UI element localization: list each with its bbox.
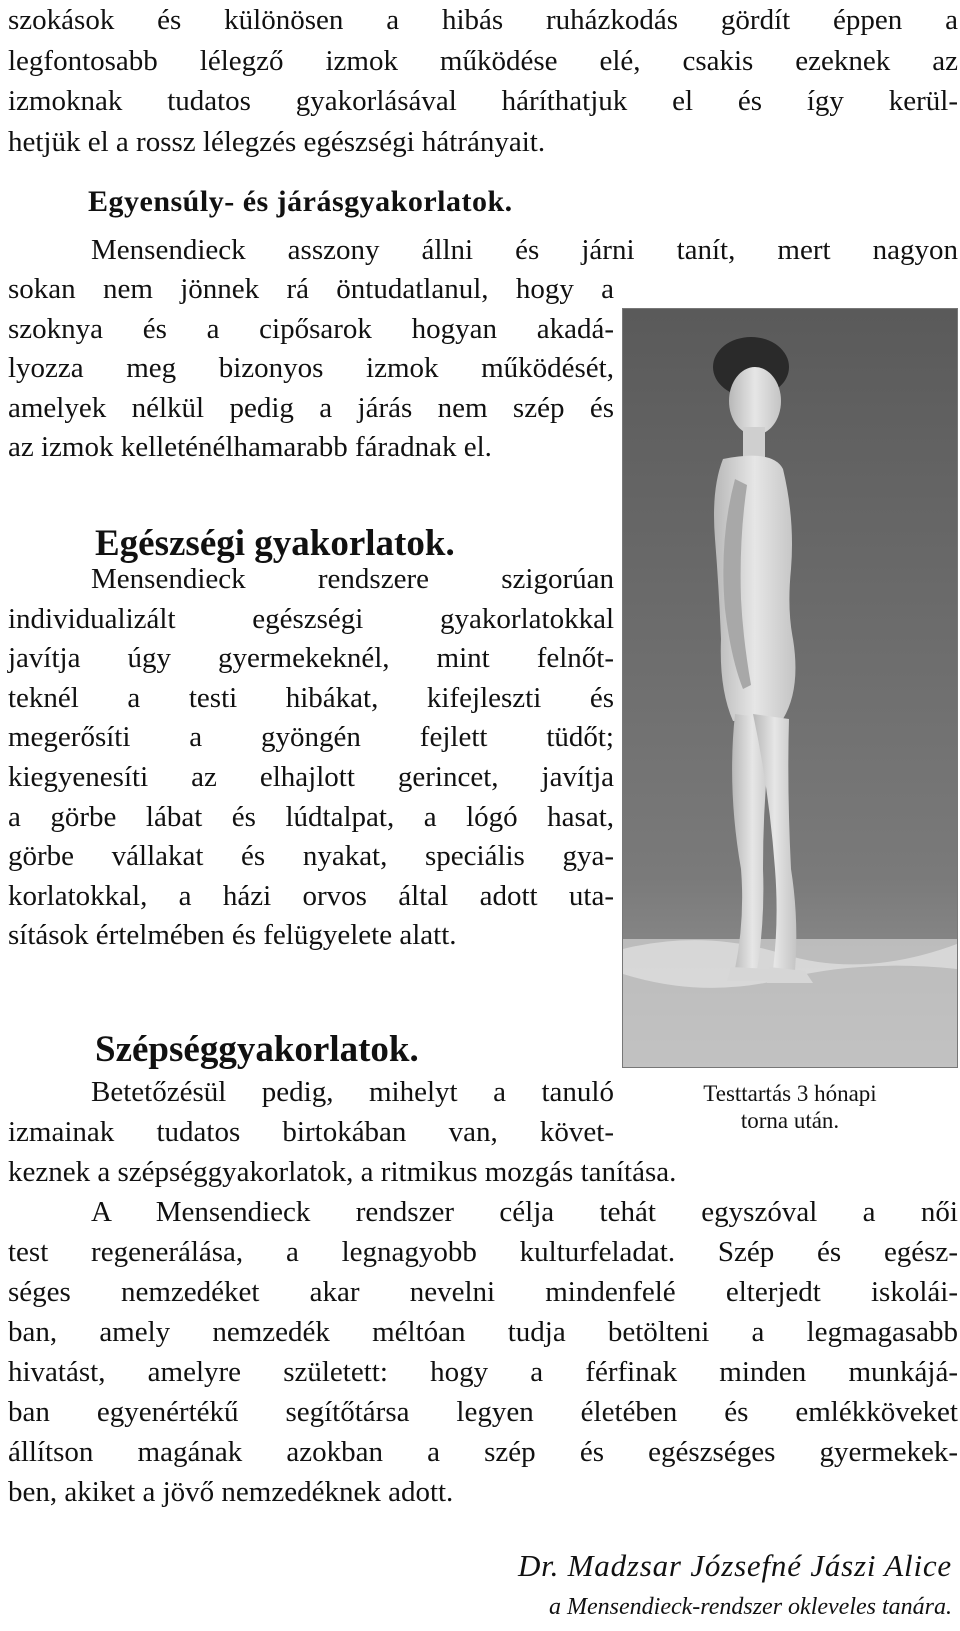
section-heading-health: Egészségi gyakorlatok. [95,523,455,564]
signature-name: Dr. Madzsar Józsefné Jászi Alice [517,1548,952,1583]
text-line: szoknya és a cipősarok hogyan akadá- [8,312,614,345]
text-line: séges nemzedéket akar nevelni mindenfelé elterjedt iskolái- [8,1276,958,1308]
intro-paragraph [8,0,958,162]
head [729,367,781,435]
text-line: Mensendieck asszony állni és járni tanít, mert nagyon [91,234,958,266]
text-line: korlatokkal, a házi orvos által adott uta- [8,879,614,912]
signature-title: a Mensendieck-rendszer okleveles tanára. [549,1594,952,1620]
text-line: izmoknak tudatos gyakorlásával háríthatjuk el és így kerül- [8,85,958,117]
section1-paragraph [8,270,614,468]
section-heading-balance: Egyensúly- és járásgyakorlatok. [88,185,513,218]
text-line: hetjük el a rossz lélegzés egészségi hátrányait. [8,125,546,158]
section3-paragraph-column [8,1072,614,1152]
text-line: hivatást, amelyre született: hogy a férfinak minden munkájá- [8,1356,958,1388]
text-line: legfontosabb lélegző izmok működése elé, csakis ezeknek az [8,44,958,77]
text-line: Betetőzésül pedig, mihelyt a tanuló [91,1076,614,1108]
section3-paragraph-full [8,1152,958,1512]
text-line: keznek a szépséggyakorlatok, a ritmikus mozgás tanítása. [8,1156,677,1188]
text-line: a görbe lábat és lúdtalpat, a lógó hasat, [8,800,614,833]
text-line: állítson magának azokban a szép és egészséges gyermekek- [8,1436,958,1468]
text-line: izmainak tudatos birtokában van, követ- [8,1116,614,1148]
text-line: megerősíti a gyöngén fejlett tüdőt; [8,721,614,754]
text-line: Mensendieck rendszere szigorúan [91,563,614,595]
figure-caption [640,1080,940,1134]
text-line: kiegyenesíti az elhajlott gerincet, javítja [8,760,614,793]
text-line: javítja úgy gyermekeknél, mint felnőt- [8,642,614,675]
section-heading-beauty: Szépséggyakorlatok. [95,1029,419,1070]
text-line: sítások értelmében és felügyelete alatt. [8,919,457,952]
standing-figure-illustration [623,309,957,1067]
text-line: sokan nem jönnek rá öntudatlanul, hogy a [8,273,614,305]
text-line: szokások és különösen a hibás ruházkodás gördít éppen a [8,4,958,36]
caption-line: Testtartás 3 hónapi [703,1081,877,1106]
text-line: ban egyenértékű segítőtársa legyen életében és emlékköveket [8,1396,958,1428]
text-line: test regenerálása, a legnagyobb kulturfeladat. Szép és egész- [8,1236,958,1268]
section2-paragraph [8,560,614,956]
text-line: lyozza meg bizonyos izmok működését, [8,352,614,385]
text-line: individualizált egészségi gyakorlatokkal [8,602,614,635]
text-line: az izmok kelleténélhamarabb fáradnak el. [8,431,492,464]
text-line: görbe vállakat és nyakat, speciális gya- [8,840,614,873]
text-line: ben, akiket a jövő nemzedéknek adott. [8,1476,454,1508]
caption-line: torna után. [740,1108,840,1133]
text-line: amelyek nélkül pedig a járás nem szép és [8,391,614,424]
section1-first-line [8,230,958,271]
text-line: ban, amely nemzedék méltóan tudja betölteni a legmagasabb [8,1316,958,1348]
text-line: A Mensendieck rendszer célja tehát egyszóval a női [91,1196,958,1228]
text-line: teknél a testi hibákat, kifejleszti és [8,681,614,714]
figure-photo [622,308,958,1068]
